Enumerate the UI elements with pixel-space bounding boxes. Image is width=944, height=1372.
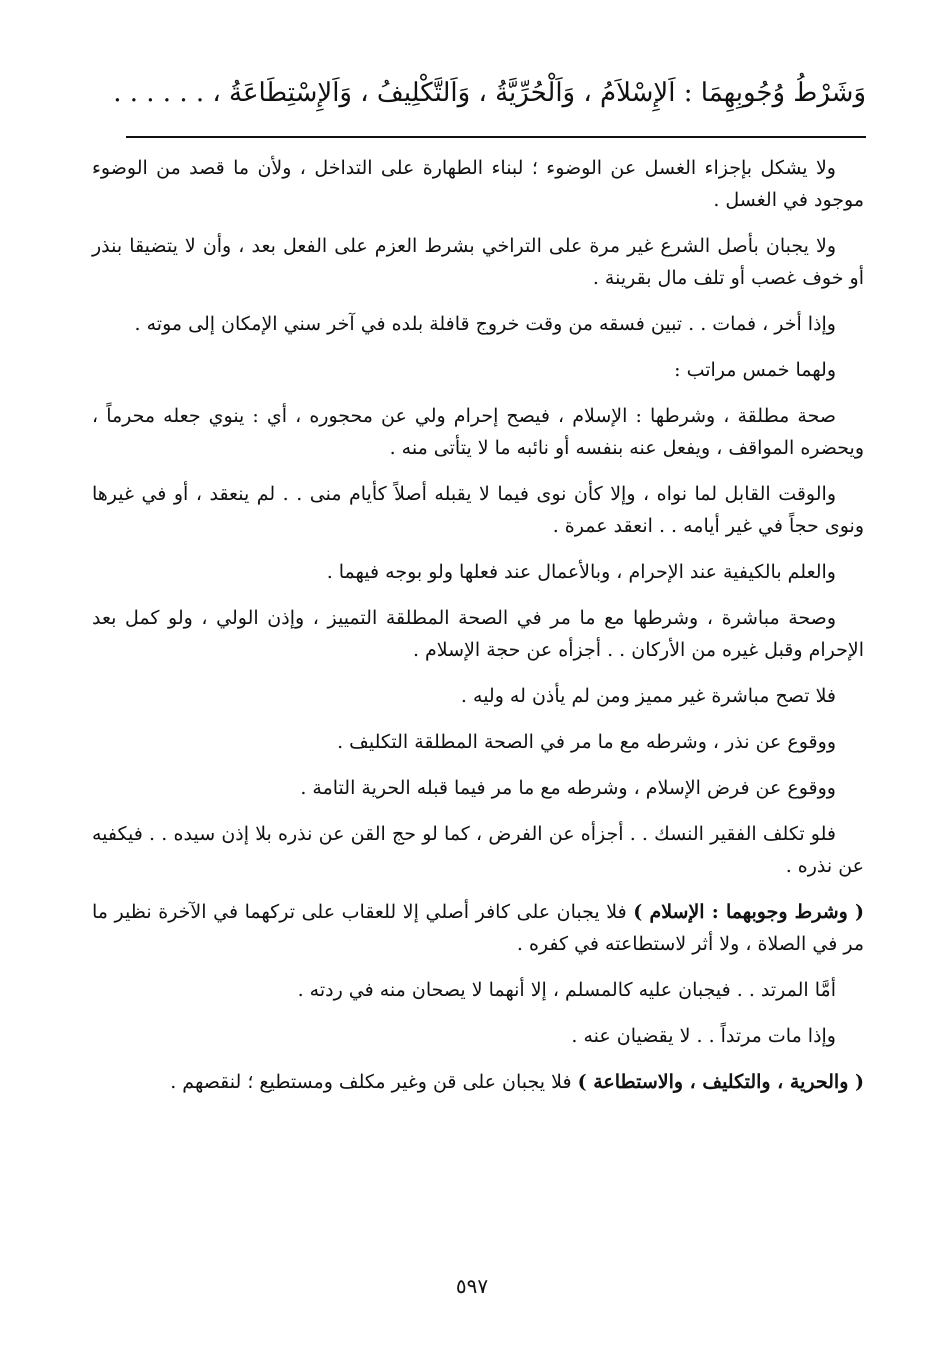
paragraph: ووقوع عن فرض الإسلام ، وشرطه مع ما مر فيما قبله الحرية التامة . [300,777,836,799]
paragraph: وإذا أخر ، فمات . . تبين فسقه من وقت خروج قافلة بلده في آخر سني الإمكان إلى موته . [134,313,836,335]
paragraph: وإذا مات مرتداً . . لا يقضيان عنه . [571,1025,836,1047]
paragraph: فلا تصح مباشرة غير مميز ومن لم يأذن له وليه . [460,685,836,707]
matn-header: وَشَرْطُ وُجُوبِهِمَا : اَلإِسْلاَمُ ، وَاَلْحُرِّيَّةُ ، وَاَلتَّكْلِيفُ ، وَاَلإِسْتِطَاعَةُ ، . . . . . . [113,78,866,108]
paragraph: ولا يجبان بأصل الشرع غير مرة على التراخي بشرط العزم على الفعل بعد ، وأن لا يتضيقا بنذر أو خوف غصب أو تلف مال بقرينة . [92,235,864,289]
paragraph: أمَّا المرتد . . فيجبان عليه كالمسلم ، إلا أنهما لا يصحان منه في ردته . [297,979,836,1001]
header-divider [126,136,866,138]
commentary-text: فلا يجبان على قن وغير مكلف ومستطيع ؛ لنقصهم . [170,1071,578,1093]
commentary-body [92,152,864,1112]
commentary-text: فلا يجبان على كافر أصلي إلا للعقاب على تركهما في الآخرة نظير ما مر في الصلاة ، ولا أثر لاستطاعته في كفره . [92,901,864,955]
paragraph: والوقت القابل لما نواه ، وإلا كأن نوى فيما لا يقبله أصلاً كأيام منى . . لم ينعقد ، أو في غيرها ونوى حجاً في غير أيامه . . انعقد عمرة . [92,483,864,537]
paragraph: فلو تكلف الفقير النسك . . أجزأه عن الفرض ، كما لو حج القن عن نذره بلا إذن سيده . . فيكفيه عن نذره . [92,823,864,877]
matn-quote-paragraph [92,1066,864,1098]
paragraph: ولهما خمس مراتب : [674,359,836,381]
paragraph: صحة مطلقة ، وشرطها : الإسلام ، فيصح إحرام ولي عن محجوره ، أي : ينوي جعله محرماً ، ويحضره المواقف ، ويفعل عنه بنفسه أو نائبه ما لا يتأتى منه . [92,405,864,459]
matn-quote: ( والحرية ، والتكليف ، والاستطاعة ) [577,1071,864,1093]
paragraph: ووقوع عن نذر ، وشرطه مع ما مر في الصحة المطلقة التكليف . [337,731,836,753]
paragraph: ولا يشكل بإجزاء الغسل عن الوضوء ؛ لبناء الطهارة على التداخل ، ولأن ما قصد من الوضوء موجود في الغسل . [92,157,864,211]
paragraph: وصحة مباشرة ، وشرطها مع ما مر في الصحة المطلقة التمييز ، وإذن الولي ، ولو كمل بعد الإحرام وقبل غيره من الأركان . . أجزأه عن حجة الإسلام . [92,607,864,661]
page-number: ٥٩٧ [455,1274,489,1298]
paragraph: والعلم بالكيفية عند الإحرام ، وبالأعمال عند فعلها ولو بوجه فيهما . [326,561,836,583]
matn-quote: ( وشرط وجوبهما : الإسلام ) [633,901,864,923]
matn-quote-paragraph [92,896,864,960]
